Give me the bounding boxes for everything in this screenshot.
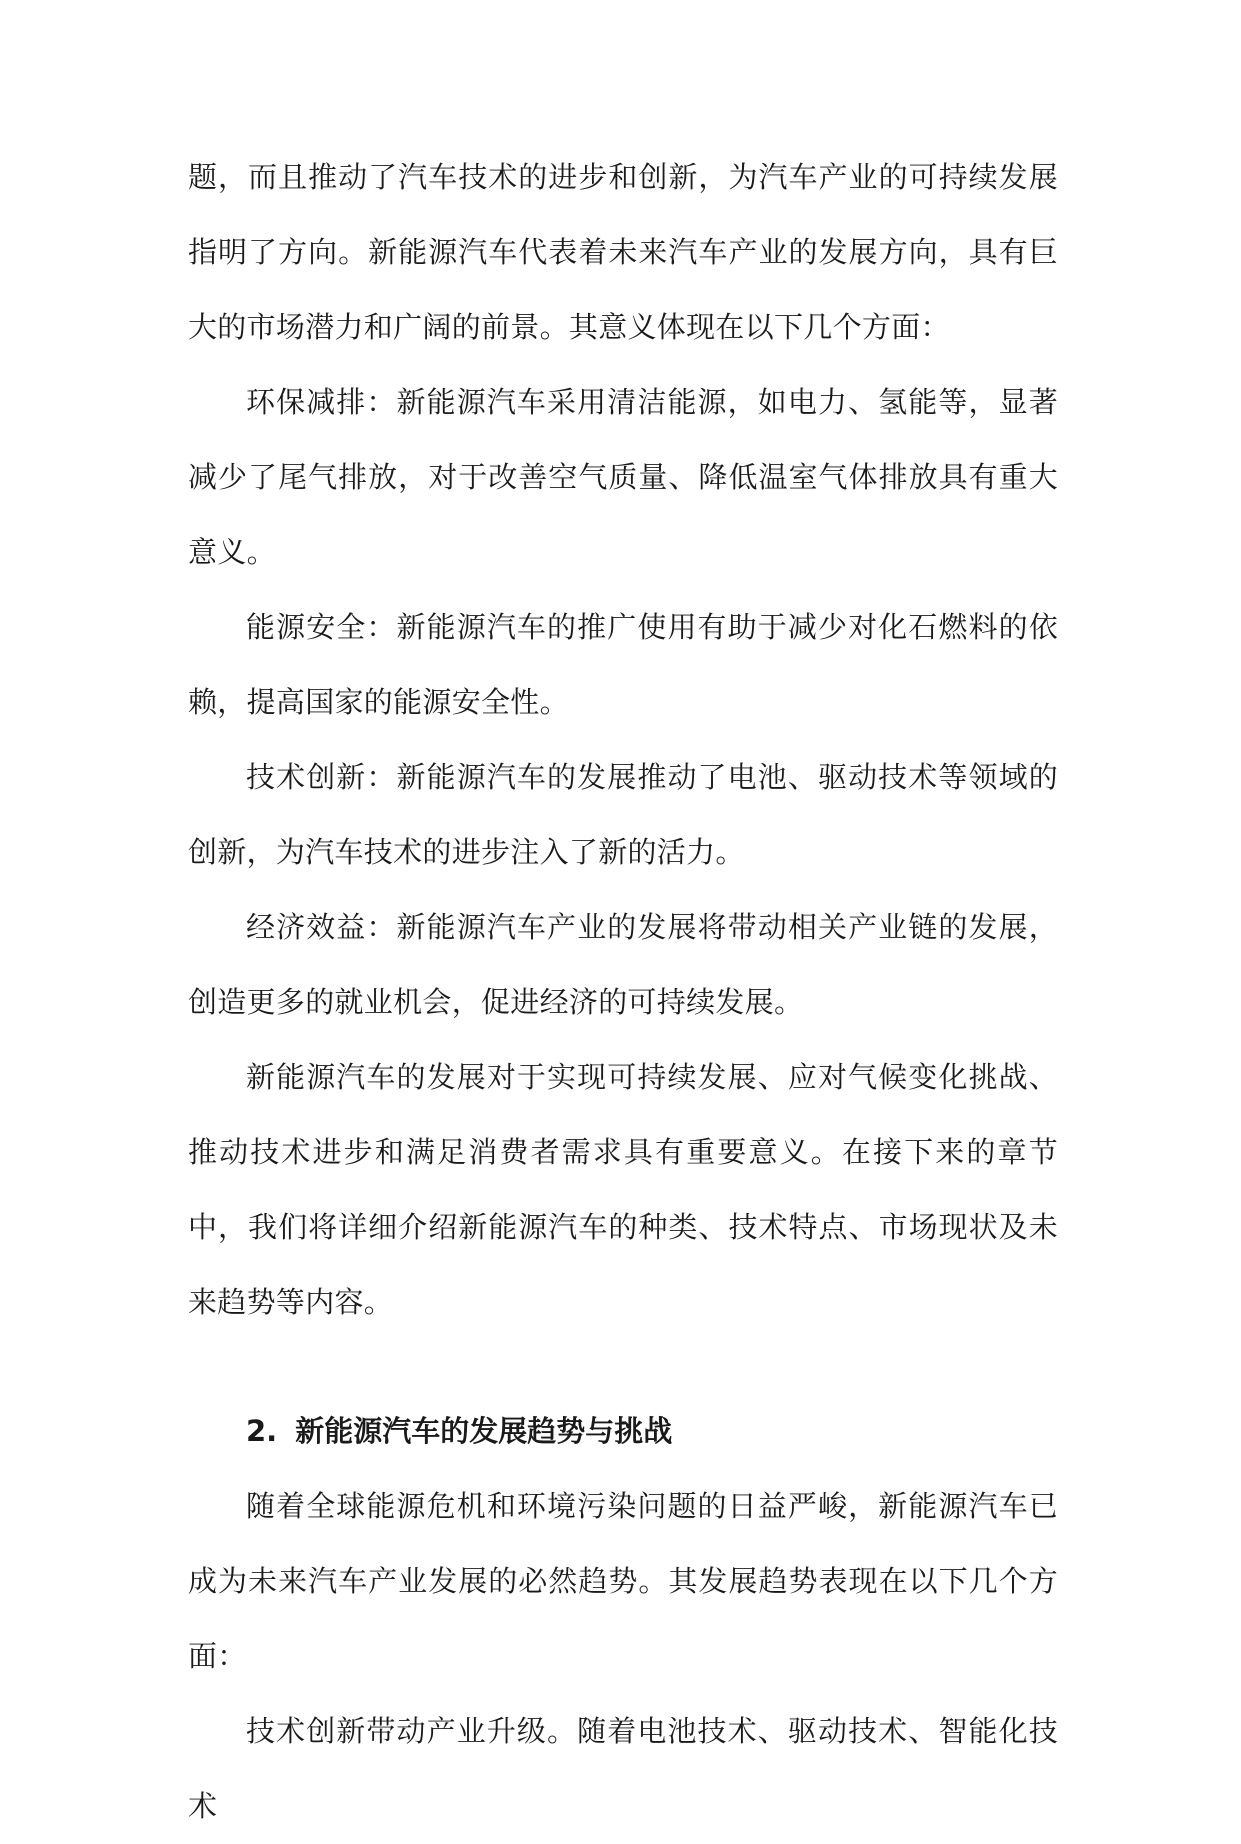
document-page	[188, 140, 1058, 1844]
section-number: 2.	[246, 1414, 278, 1448]
paragraph-summary: 新能源汽车的发展对于实现可持续发展、应对气候变化挑战、推动技术进步和满足消费者需求具有重要意义。在接下来的章节中，我们将详细介绍新能源汽车的种类、技术特点、市场现状及未来趋势等内容。	[188, 1060, 1058, 1319]
paragraph-environmental: 环保减排：新能源汽车采用清洁能源，如电力、氢能等，显著减少了尾气排放，对于改善空气质量、降低温室气体排放具有重大意义。	[188, 385, 1058, 569]
paragraph-trend-tech: 技术创新带动产业升级。随着电池技术、驱动技术、智能化技术	[188, 1714, 1058, 1823]
paragraph-tech-innovation: 技术创新：新能源汽车的发展推动了电池、驱动技术等领域的创新，为汽车技术的进步注入了新的活力。	[188, 760, 1058, 869]
section-heading	[188, 1394, 1058, 1469]
paragraph-energy-security: 能源安全：新能源汽车的推广使用有助于减少对化石燃料的依赖，提高国家的能源安全性。	[188, 610, 1058, 719]
paragraph-trend-intro: 随着全球能源危机和环境污染问题的日益严峻，新能源汽车已成为未来汽车产业发展的必然趋势。其发展趋势表现在以下几个方面：	[188, 1489, 1058, 1673]
section-title: 新能源汽车的发展趋势与挑战	[295, 1414, 673, 1448]
paragraph-economic-benefit: 经济效益：新能源汽车产业的发展将带动相关产业链的发展，创造更多的就业机会，促进经济的可持续发展。	[188, 910, 1058, 1019]
paragraph-continuation: 题，而且推动了汽车技术的进步和创新，为汽车产业的可持续发展指明了方向。新能源汽车代表着未来汽车产业的发展方向，具有巨大的市场潜力和广阔的前景。其意义体现在以下几个方面：	[188, 160, 1058, 344]
